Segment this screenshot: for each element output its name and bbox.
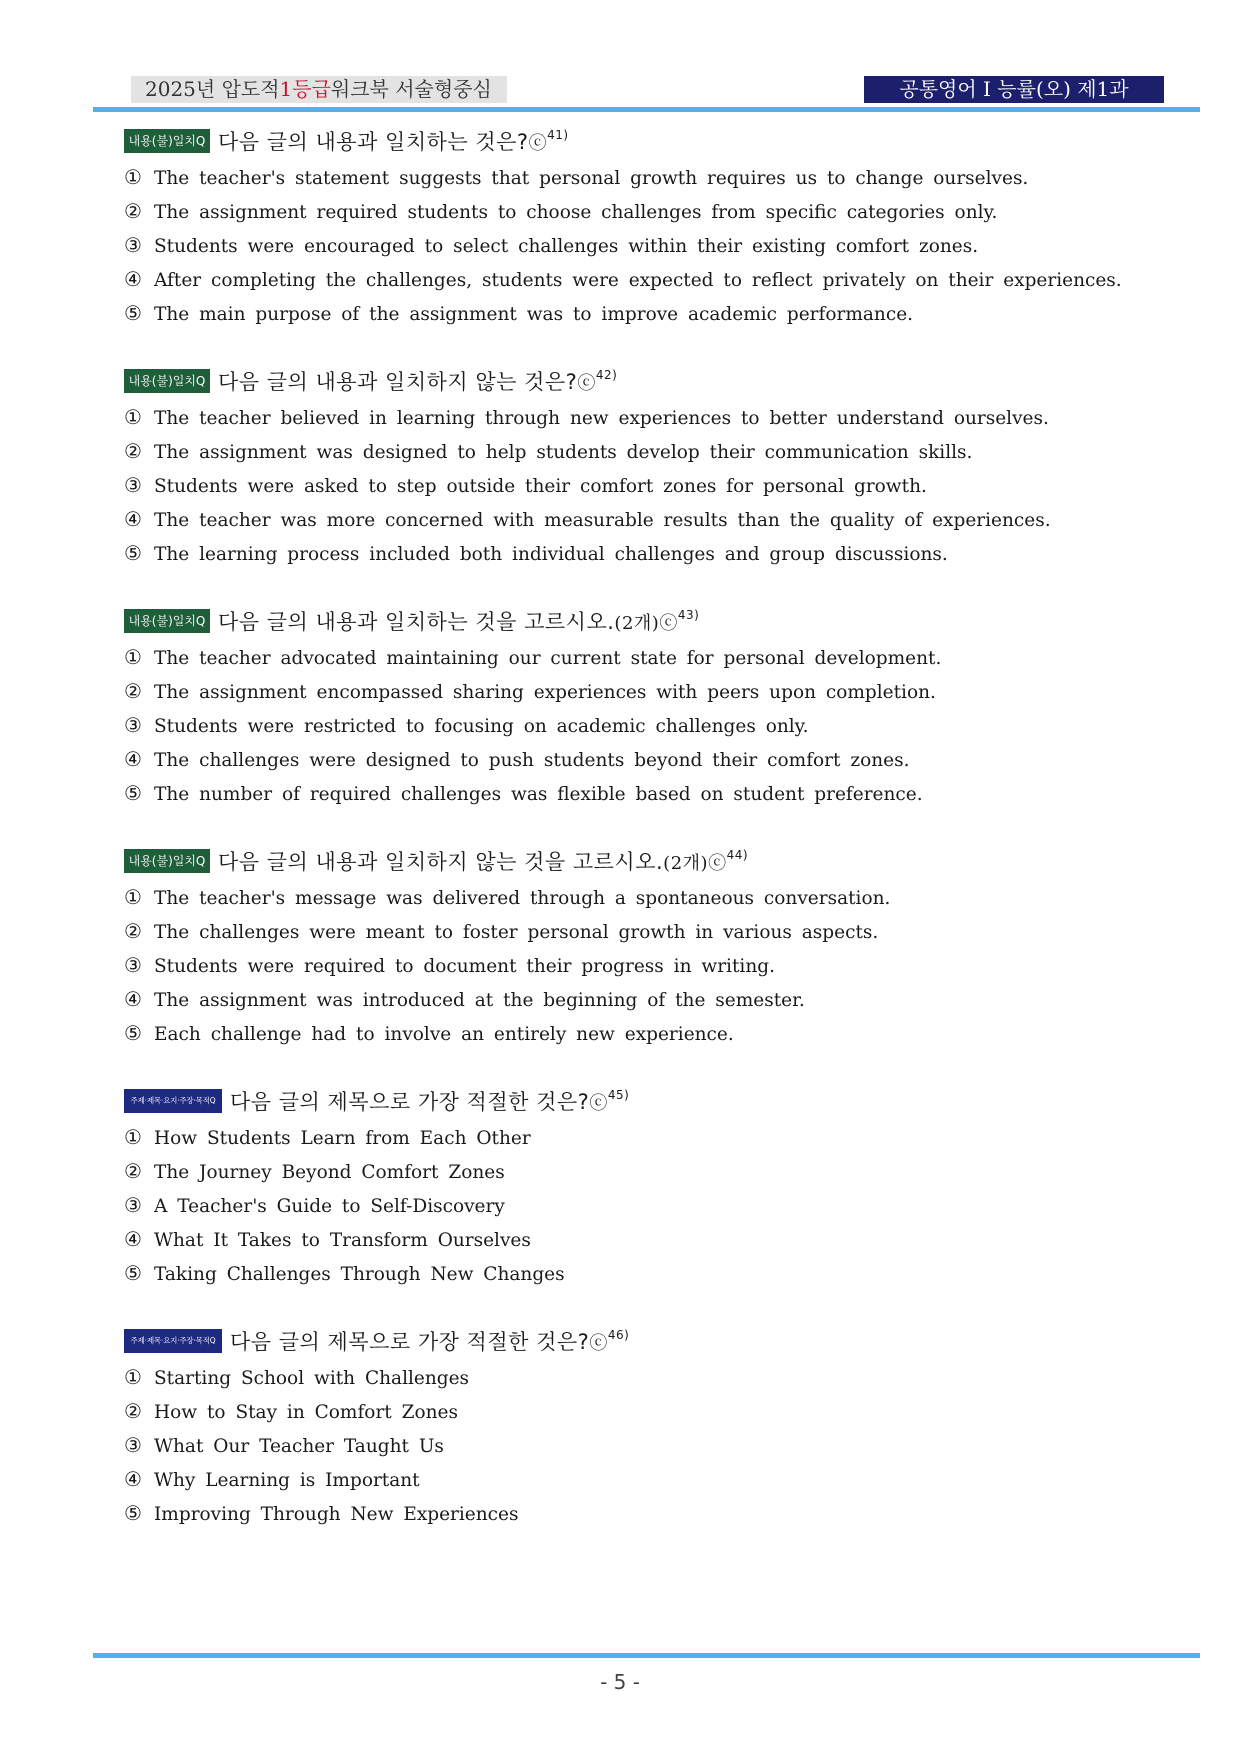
choice-text: The teacher's message was delivered through a spontaneous conversation. <box>154 888 891 909</box>
workbook-title-suffix: 워크북 서술형중심 <box>330 77 492 101</box>
question-number: 45) <box>607 1088 630 1102</box>
question-header <box>124 606 1124 640</box>
choice-text: How to Stay in Comfort Zones <box>154 1402 458 1423</box>
choice-item[interactable] <box>124 914 1124 948</box>
workbook-title-prefix: 2025년 압도적 <box>145 77 280 101</box>
choice-number: ② <box>124 199 142 223</box>
question-header <box>124 1326 1124 1360</box>
choice-item[interactable] <box>124 502 1124 536</box>
question-header <box>124 1086 1124 1120</box>
choice-item[interactable] <box>124 982 1124 1016</box>
choice-text: The assignment required students to choose challenges from specific categories only. <box>154 202 998 223</box>
choice-item[interactable] <box>124 1188 1124 1222</box>
choice-item[interactable] <box>124 640 1124 674</box>
choice-text: The challenges were designed to push students beyond their comfort zones. <box>154 750 910 771</box>
choice-text: What Our Teacher Taught Us <box>154 1436 444 1457</box>
question-text: 다음 글의 내용과 일치하는 것을 고르시오. <box>218 610 615 634</box>
question-number: 43) <box>677 608 700 622</box>
copyright-mark: ⓒ <box>589 1093 608 1114</box>
choice-number: ⑤ <box>124 1501 142 1525</box>
choice-item[interactable] <box>124 708 1124 742</box>
question-44 <box>124 846 1124 1050</box>
choice-item[interactable] <box>124 1496 1124 1530</box>
footer-divider <box>93 1653 1200 1658</box>
choice-text: Why Learning is Important <box>154 1470 420 1491</box>
choice-item[interactable] <box>124 1154 1124 1188</box>
choice-item[interactable] <box>124 468 1124 502</box>
question-42 <box>124 366 1124 570</box>
choice-text: The number of required challenges was flexible based on student preference. <box>154 784 923 805</box>
copyright-mark: ⓒ <box>577 373 596 394</box>
choice-number: ④ <box>124 267 142 291</box>
choice-number: ① <box>124 165 142 189</box>
choice-text: Starting School with Challenges <box>154 1368 470 1389</box>
question-prompt <box>218 606 699 636</box>
choice-number: ① <box>124 1125 142 1149</box>
question-41 <box>124 126 1124 330</box>
choice-number: ⑤ <box>124 1261 142 1285</box>
choice-text: The teacher believed in learning through new experiences to better understand ourselves. <box>154 408 1049 429</box>
choice-number: ④ <box>124 987 142 1011</box>
question-text: 다음 글의 내용과 일치하지 않는 것은? <box>218 370 578 394</box>
choice-item[interactable] <box>124 160 1124 194</box>
choice-text: Students were encouraged to select challenges within their existing comfort zones. <box>154 236 979 257</box>
choice-text: The learning process included both individual challenges and group discussions. <box>154 544 948 565</box>
question-number: 41) <box>547 128 569 142</box>
question-text: 다음 글의 제목으로 가장 적절한 것은? <box>230 1330 590 1354</box>
choice-text: The challenges were meant to foster personal growth in various aspects. <box>154 922 879 943</box>
question-type-badge: 내용(불)일치Q <box>124 609 210 633</box>
choice-item[interactable] <box>124 776 1124 810</box>
choice-number: ② <box>124 1159 142 1183</box>
copyright-mark: ⓒ <box>659 613 678 634</box>
question-type-badge: 내용(불)일치Q <box>124 129 210 153</box>
question-prompt <box>218 366 617 396</box>
choice-item[interactable] <box>124 400 1124 434</box>
choice-item[interactable] <box>124 194 1124 228</box>
choice-text: The assignment encompassed sharing experiences with peers upon completion. <box>154 682 936 703</box>
choice-text: The teacher advocated maintaining our current state for personal development. <box>154 648 942 669</box>
question-number: 42) <box>595 368 618 382</box>
question-prompt <box>218 126 569 156</box>
question-header <box>124 366 1124 400</box>
workbook-title-highlight: 1등급 <box>279 77 331 101</box>
question-type-badge: 내용(불)일치Q <box>124 849 210 873</box>
choice-item[interactable] <box>124 1462 1124 1496</box>
choice-number: ① <box>124 1365 142 1389</box>
choice-number: ④ <box>124 1467 142 1491</box>
choice-item[interactable] <box>124 742 1124 776</box>
choice-text: The Journey Beyond Comfort Zones <box>154 1162 505 1183</box>
choice-item[interactable] <box>124 1222 1124 1256</box>
choice-item[interactable] <box>124 1360 1124 1394</box>
question-header <box>124 846 1124 880</box>
choice-number: ③ <box>124 233 142 257</box>
question-prompt <box>230 1326 629 1356</box>
choice-text: What It Takes to Transform Ourselves <box>154 1230 531 1251</box>
choice-item[interactable] <box>124 1256 1124 1290</box>
question-number: 46) <box>607 1328 630 1342</box>
choice-number: ① <box>124 645 142 669</box>
choice-text: After completing the challenges, students were expected to reflect privately on their experiences. <box>154 270 1122 291</box>
choice-number: ② <box>124 679 142 703</box>
question-text: 다음 글의 내용과 일치하는 것은? <box>218 130 529 154</box>
choice-text: A Teacher's Guide to Self-Discovery <box>154 1196 505 1217</box>
choice-number: ① <box>124 405 142 429</box>
question-prompt <box>230 1086 629 1116</box>
choice-item[interactable] <box>124 948 1124 982</box>
choice-number: ④ <box>124 507 142 531</box>
question-type-badge: 내용(불)일치Q <box>124 369 210 393</box>
choice-text: Improving Through New Experiences <box>154 1504 519 1525</box>
choice-number: ③ <box>124 713 142 737</box>
choice-item[interactable] <box>124 228 1124 262</box>
choice-text: The teacher's statement suggests that personal growth requires us to change ourselves. <box>154 168 1029 189</box>
choice-text: The assignment was introduced at the beginning of the semester. <box>154 990 805 1011</box>
choice-item[interactable] <box>124 1428 1124 1462</box>
question-number: 44) <box>726 848 749 862</box>
question-type-badge: 주제·제목·요지·주장·목적Q <box>124 1089 222 1113</box>
question-prompt <box>218 846 748 876</box>
choice-number: ② <box>124 919 142 943</box>
choice-number: ② <box>124 439 142 463</box>
choice-number: ③ <box>124 473 142 497</box>
page-header <box>93 76 1200 116</box>
choice-text: How Students Learn from Each Other <box>154 1128 531 1149</box>
choice-text: Taking Challenges Through New Changes <box>154 1264 565 1285</box>
choice-item[interactable] <box>124 536 1124 570</box>
choice-number: ③ <box>124 1433 142 1457</box>
choice-text: The assignment was designed to help students develop their communication skills. <box>154 442 973 463</box>
choice-text: Students were required to document their progress in writing. <box>154 956 775 977</box>
question-header <box>124 126 1124 160</box>
choice-text: Students were restricted to focusing on academic challenges only. <box>154 716 809 737</box>
choice-item[interactable] <box>124 1394 1124 1428</box>
choice-text: The main purpose of the assignment was to improve academic performance. <box>154 304 914 325</box>
choice-number: ③ <box>124 1193 142 1217</box>
choice-item[interactable] <box>124 1016 1124 1050</box>
workbook-title <box>131 76 507 103</box>
choice-number: ⑤ <box>124 541 142 565</box>
copyright-mark: ⓒ <box>528 133 548 154</box>
choice-number: ⑤ <box>124 1021 142 1045</box>
answer-count-note: (2개) <box>614 613 660 634</box>
question-text: 다음 글의 내용과 일치하지 않는 것을 고르시오. <box>218 850 664 874</box>
choice-item[interactable] <box>124 434 1124 468</box>
question-type-badge: 주제·제목·요지·주장·목적Q <box>124 1329 222 1353</box>
lesson-label: 공통영어 I 능률(오) 제1과 <box>864 76 1164 103</box>
choice-number: ④ <box>124 1227 142 1251</box>
question-text: 다음 글의 제목으로 가장 적절한 것은? <box>230 1090 590 1114</box>
choice-text: The teacher was more concerned with measurable results than the quality of experiences. <box>154 510 1051 531</box>
choice-item[interactable] <box>124 1120 1124 1154</box>
header-divider <box>93 107 1200 112</box>
choice-number: ① <box>124 885 142 909</box>
choice-number: ② <box>124 1399 142 1423</box>
choice-item[interactable] <box>124 674 1124 708</box>
choice-text: Students were asked to step outside their comfort zones for personal growth. <box>154 476 927 497</box>
choice-number: ⑤ <box>124 781 142 805</box>
choice-number: ③ <box>124 953 142 977</box>
copyright-mark: ⓒ <box>708 853 727 874</box>
answer-count-note: (2개) <box>663 853 709 874</box>
choice-text: Each challenge had to involve an entirely new experience. <box>154 1024 734 1045</box>
choice-item[interactable] <box>124 262 1124 296</box>
question-46 <box>124 1326 1124 1530</box>
page-number: - 5 - <box>600 1670 640 1694</box>
choice-number: ④ <box>124 747 142 771</box>
question-43 <box>124 606 1124 810</box>
choice-item[interactable] <box>124 880 1124 914</box>
copyright-mark: ⓒ <box>589 1333 608 1354</box>
choice-number: ⑤ <box>124 301 142 325</box>
choice-item[interactable] <box>124 296 1124 330</box>
question-45 <box>124 1086 1124 1290</box>
